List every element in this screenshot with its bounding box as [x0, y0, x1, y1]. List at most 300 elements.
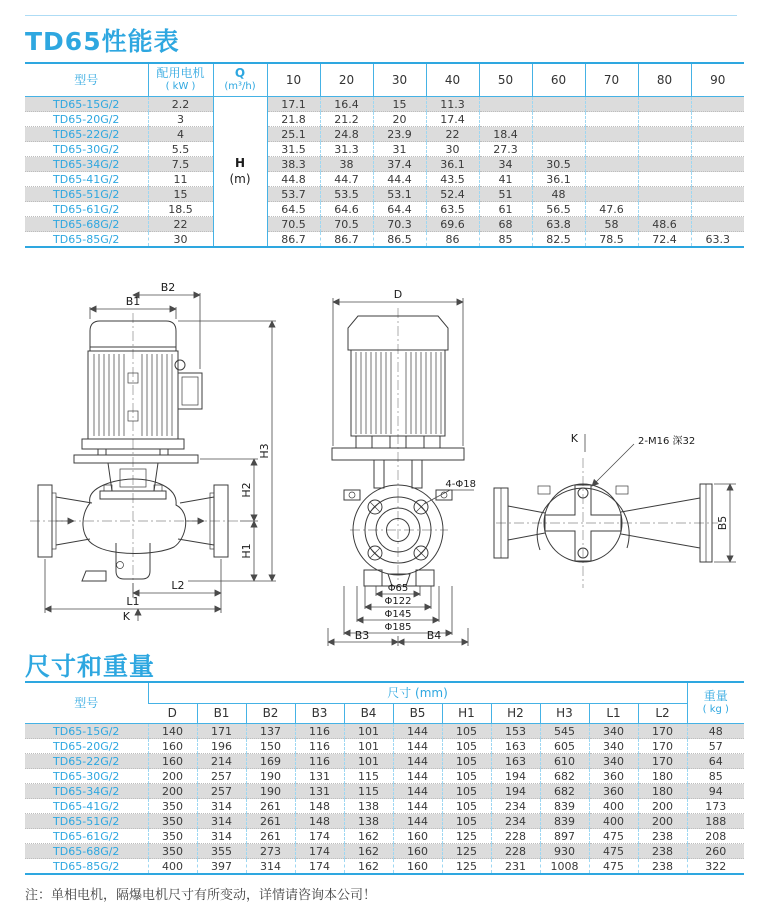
dimension-value-cell: 400: [589, 799, 638, 814]
model-column-header: 型号: [25, 63, 148, 97]
flow-rate-header: 60: [532, 63, 585, 97]
dimension-value-cell: 115: [344, 784, 393, 799]
dimension-value-cell: 238: [638, 859, 687, 875]
dimension-value-cell: 101: [344, 754, 393, 769]
head-value-cell: 53.7: [267, 187, 320, 202]
model-cell: TD65-85G/2: [25, 859, 148, 875]
head-value-cell: [532, 112, 585, 127]
head-value-cell: 86.7: [320, 232, 373, 248]
dimension-value-cell: 170: [638, 739, 687, 754]
head-value-cell: [691, 172, 744, 187]
dimension-value-cell: 125: [442, 859, 491, 875]
performance-row: [25, 202, 744, 217]
dimension-value-cell: 200: [148, 784, 197, 799]
head-value-cell: [638, 142, 691, 157]
dimension-value-cell: 174: [295, 859, 344, 875]
head-value-cell: [638, 112, 691, 127]
dimension-value-cell: 105: [442, 769, 491, 784]
dimension-value-cell: 162: [344, 859, 393, 875]
dimension-value-cell: 125: [442, 829, 491, 844]
head-value-cell: 70.3: [373, 217, 426, 232]
bolt-holes-callout: 4-Φ18: [445, 479, 476, 490]
weight-column-header: 重量 ( kg ): [687, 682, 744, 724]
dimension-value-cell: 140: [148, 724, 197, 739]
head-value-cell: 48: [532, 187, 585, 202]
dimension-value-cell: 200: [638, 814, 687, 829]
motor-power-cell: 22: [148, 217, 213, 232]
head-value-cell: 25.1: [267, 127, 320, 142]
dimension-value-cell: 234: [491, 814, 540, 829]
dimension-value-cell: 194: [491, 784, 540, 799]
dimension-value-cell: 105: [442, 739, 491, 754]
dimension-value-cell: 231: [491, 859, 540, 875]
dim-label-l2: L2: [171, 579, 185, 592]
head-value-cell: [585, 142, 638, 157]
head-value-cell: 51: [479, 187, 532, 202]
performance-row: [25, 232, 744, 248]
dimension-value-cell: 360: [589, 784, 638, 799]
flow-q-column-header: Q (m³/h): [213, 63, 267, 97]
dimension-value-cell: 340: [589, 724, 638, 739]
dimensions-row: [25, 844, 744, 859]
head-value-cell: [691, 217, 744, 232]
dimension-value-cell: 144: [393, 799, 442, 814]
head-value-cell: 58: [585, 217, 638, 232]
performance-section-title: TD65性能表: [25, 27, 180, 56]
performance-row: [25, 127, 744, 142]
head-value-cell: 15: [373, 97, 426, 112]
head-value-cell: 30.5: [532, 157, 585, 172]
dimension-value-cell: 475: [589, 859, 638, 875]
dimension-value-cell: 314: [197, 799, 246, 814]
model-cell: TD65-41G/2: [25, 172, 148, 187]
weight-cell: 208: [687, 829, 744, 844]
model-cell: TD65-15G/2: [25, 724, 148, 739]
dim-label-h2: H2: [240, 482, 253, 498]
head-value-cell: 72.4: [638, 232, 691, 248]
dimension-value-cell: 196: [197, 739, 246, 754]
dim-label-k: K: [122, 610, 130, 621]
head-value-cell: 23.9: [373, 127, 426, 142]
flow-rate-header: 70: [585, 63, 638, 97]
dimensions-row: [25, 829, 744, 844]
model-cell: TD65-34G/2: [25, 157, 148, 172]
weight-cell: 188: [687, 814, 744, 829]
dimension-value-cell: 340: [589, 739, 638, 754]
dimension-value-cell: 839: [540, 799, 589, 814]
head-value-cell: [585, 157, 638, 172]
head-value-cell: [691, 157, 744, 172]
dimension-value-cell: 350: [148, 814, 197, 829]
dimension-value-cell: 180: [638, 769, 687, 784]
dim-label-l1: L1: [126, 595, 140, 608]
dimension-value-cell: 169: [246, 754, 295, 769]
dimensions-row: [25, 814, 744, 829]
head-value-cell: 38.3: [267, 157, 320, 172]
head-value-cell: 44.7: [320, 172, 373, 187]
top-centerlines: [496, 458, 718, 588]
dimension-value-cell: 261: [246, 799, 295, 814]
motor-power-cell: 4: [148, 127, 213, 142]
head-value-cell: 20: [373, 112, 426, 127]
motor-power-cell: 5.5: [148, 142, 213, 157]
head-value-cell: 18.4: [479, 127, 532, 142]
dimension-value-cell: 138: [344, 814, 393, 829]
head-value-cell: [638, 202, 691, 217]
front-motor: [82, 321, 202, 455]
dimension-value-cell: 105: [442, 784, 491, 799]
dimension-value-cell: 682: [540, 769, 589, 784]
dimensions-header-row-1: [25, 682, 744, 704]
performance-row: [25, 112, 744, 127]
performance-row: [25, 217, 744, 232]
model-cell: TD65-41G/2: [25, 799, 148, 814]
dimension-value-cell: 400: [148, 859, 197, 875]
weight-cell: 48: [687, 724, 744, 739]
model-cell: TD65-68G/2: [25, 844, 148, 859]
head-value-cell: 47.6: [585, 202, 638, 217]
performance-row: [25, 172, 744, 187]
head-value-cell: [479, 97, 532, 112]
dimension-value-cell: 144: [393, 769, 442, 784]
dimension-value-cell: 200: [638, 799, 687, 814]
head-value-cell: 86.7: [267, 232, 320, 248]
performance-table: [25, 62, 744, 248]
dimension-value-cell: 214: [197, 754, 246, 769]
dimension-value-cell: 153: [491, 724, 540, 739]
dimension-value-cell: 162: [344, 844, 393, 859]
weight-cell: 260: [687, 844, 744, 859]
dimension-value-cell: 194: [491, 769, 540, 784]
head-value-cell: 52.4: [426, 187, 479, 202]
dimension-value-cell: 144: [393, 754, 442, 769]
performance-row: [25, 142, 744, 157]
dimension-value-cell: 350: [148, 844, 197, 859]
head-value-cell: [691, 142, 744, 157]
head-value-cell: [638, 97, 691, 112]
dimension-value-cell: 261: [246, 814, 295, 829]
dimension-value-cell: 238: [638, 829, 687, 844]
size-column-header: B4: [344, 704, 393, 724]
weight-cell: 322: [687, 859, 744, 875]
flow-rate-header: 50: [479, 63, 532, 97]
head-value-cell: [691, 112, 744, 127]
dimension-value-cell: 350: [148, 829, 197, 844]
head-value-cell: [585, 97, 638, 112]
head-value-cell: 38: [320, 157, 373, 172]
size-column-header: H2: [491, 704, 540, 724]
motor-power-cell: 11: [148, 172, 213, 187]
dimension-value-cell: 160: [393, 829, 442, 844]
head-value-cell: 21.2: [320, 112, 373, 127]
dimension-value-cell: 839: [540, 814, 589, 829]
dim-label-b5: B5: [716, 515, 729, 531]
head-value-cell: [585, 127, 638, 142]
head-value-cell: 17.1: [267, 97, 320, 112]
dimension-value-cell: 105: [442, 799, 491, 814]
flow-rate-header: 10: [267, 63, 320, 97]
head-value-cell: 63.3: [691, 232, 744, 248]
model-cell: TD65-22G/2: [25, 754, 148, 769]
head-value-cell: [691, 202, 744, 217]
dimension-value-cell: 144: [393, 784, 442, 799]
motor-power-cell: 18.5: [148, 202, 213, 217]
head-value-cell: [638, 127, 691, 142]
head-value-cell: 86: [426, 232, 479, 248]
footnote: 注：单相电机，隔爆电机尺寸有所变动，详情请咨询本公司！: [25, 888, 377, 903]
motor-power-cell: 2.2: [148, 97, 213, 112]
dimension-value-cell: 125: [442, 844, 491, 859]
head-value-cell: 41: [479, 172, 532, 187]
dimension-value-cell: 105: [442, 724, 491, 739]
dimension-value-cell: 137: [246, 724, 295, 739]
dimension-value-cell: 545: [540, 724, 589, 739]
dimension-value-cell: 340: [589, 754, 638, 769]
head-value-cell: 70.5: [320, 217, 373, 232]
head-value-cell: 48.6: [638, 217, 691, 232]
head-value-cell: [585, 172, 638, 187]
head-value-cell: 61: [479, 202, 532, 217]
size-column-header: B2: [246, 704, 295, 724]
dimension-value-cell: 228: [491, 829, 540, 844]
dim-label-h3: H3: [258, 443, 271, 459]
head-value-cell: 53.5: [320, 187, 373, 202]
model-cell: TD65-20G/2: [25, 112, 148, 127]
dimension-value-cell: 105: [442, 754, 491, 769]
dimension-value-cell: 610: [540, 754, 589, 769]
head-value-cell: 16.4: [320, 97, 373, 112]
dimension-value-cell: 116: [295, 754, 344, 769]
dimension-value-cell: 101: [344, 724, 393, 739]
dim-label-b3: B3: [354, 629, 370, 642]
dim-label-h1: H1: [240, 543, 253, 559]
head-value-cell: 85: [479, 232, 532, 248]
head-value-cell: 43.5: [426, 172, 479, 187]
dimensions-row: [25, 859, 744, 875]
size-column-header: B5: [393, 704, 442, 724]
weight-cell: 57: [687, 739, 744, 754]
head-value-cell: [532, 142, 585, 157]
dimension-value-cell: 101: [344, 739, 393, 754]
head-value-cell: 69.6: [426, 217, 479, 232]
dimension-value-cell: 605: [540, 739, 589, 754]
performance-row: [25, 97, 744, 112]
motor-power-cell: 7.5: [148, 157, 213, 172]
model-cell: TD65-51G/2: [25, 187, 148, 202]
head-value-cell: 44.8: [267, 172, 320, 187]
dimensions-table: [25, 681, 744, 875]
size-column-header: L2: [638, 704, 687, 724]
head-value-cell: [585, 187, 638, 202]
size-column-header: H1: [442, 704, 491, 724]
head-value-cell: 64.5: [267, 202, 320, 217]
dimension-value-cell: 150: [246, 739, 295, 754]
dimension-value-cell: 314: [197, 829, 246, 844]
motor-power-column-header: 配用电机 ( kW ): [148, 63, 213, 97]
dimensions-row: [25, 739, 744, 754]
head-value-cell: 21.8: [267, 112, 320, 127]
flow-rate-header: 30: [373, 63, 426, 97]
dimension-value-cell: 475: [589, 829, 638, 844]
flow-rate-header: 40: [426, 63, 479, 97]
head-value-cell: 31: [373, 142, 426, 157]
size-column-header: D: [148, 704, 197, 724]
head-value-cell: 68: [479, 217, 532, 232]
motor-power-cell: 30: [148, 232, 213, 248]
head-value-cell: [638, 157, 691, 172]
dim-label-k-top: K: [570, 432, 578, 445]
weight-cell: 173: [687, 799, 744, 814]
head-value-cell: 56.5: [532, 202, 585, 217]
dimension-value-cell: 144: [393, 724, 442, 739]
model-cell: TD65-61G/2: [25, 202, 148, 217]
dimension-value-cell: 170: [638, 724, 687, 739]
head-value-cell: 70.5: [267, 217, 320, 232]
model-cell: TD65-30G/2: [25, 142, 148, 157]
model-cell: TD65-15G/2: [25, 97, 148, 112]
weight-cell: 64: [687, 754, 744, 769]
model-cell: TD65-68G/2: [25, 217, 148, 232]
dimension-value-cell: 234: [491, 799, 540, 814]
dimensions-row: [25, 724, 744, 739]
drawing-front-view: [28, 281, 283, 621]
dimension-value-cell: 116: [295, 724, 344, 739]
model-cell: TD65-30G/2: [25, 769, 148, 784]
motor-power-cell: 15: [148, 187, 213, 202]
performance-table-body: [25, 97, 744, 248]
dimension-value-cell: 163: [491, 754, 540, 769]
dimension-value-cell: 257: [197, 769, 246, 784]
tapped-holes-callout: 2-M16 深32: [638, 436, 696, 447]
dimension-value-cell: 160: [393, 859, 442, 875]
performance-row: [25, 187, 744, 202]
top-dimensions: [571, 432, 736, 562]
dimension-value-cell: 144: [393, 814, 442, 829]
model-column-header: 型号: [25, 682, 148, 724]
dimension-value-cell: 682: [540, 784, 589, 799]
dimension-value-cell: 105: [442, 814, 491, 829]
dimension-value-cell: 190: [246, 784, 295, 799]
head-value-cell: 36.1: [426, 157, 479, 172]
dimension-value-cell: 160: [148, 754, 197, 769]
head-value-cell: 27.3: [479, 142, 532, 157]
head-value-cell: 64.4: [373, 202, 426, 217]
dimension-value-cell: 475: [589, 844, 638, 859]
dimension-value-cell: 897: [540, 829, 589, 844]
size-column-header: B3: [295, 704, 344, 724]
head-value-cell: 34: [479, 157, 532, 172]
drawing-top-view: [486, 428, 746, 596]
head-value-cell: 37.4: [373, 157, 426, 172]
head-value-cell: 24.8: [320, 127, 373, 142]
motor-power-cell: 3: [148, 112, 213, 127]
dimensions-row: [25, 769, 744, 784]
dimension-value-cell: 160: [148, 739, 197, 754]
head-value-cell: [585, 112, 638, 127]
model-cell: TD65-85G/2: [25, 232, 148, 248]
side-dimensions: [328, 288, 476, 646]
head-value-cell: 78.5: [585, 232, 638, 248]
dimensions-row: [25, 784, 744, 799]
dimension-value-cell: 162: [344, 829, 393, 844]
dimension-value-cell: 257: [197, 784, 246, 799]
size-column-header: L1: [589, 704, 638, 724]
dim-label-b2: B2: [160, 281, 176, 294]
dimension-value-cell: 360: [589, 769, 638, 784]
head-value-cell: [691, 187, 744, 202]
head-value-cell: 86.5: [373, 232, 426, 248]
dim-label-dia185: Φ185: [384, 622, 412, 633]
dimension-value-cell: 171: [197, 724, 246, 739]
dimension-value-cell: 115: [344, 769, 393, 784]
dimension-value-cell: 131: [295, 784, 344, 799]
front-centerlines: [30, 313, 240, 599]
flow-rate-header: 80: [638, 63, 691, 97]
dimensions-section-title: 尺寸和重量: [25, 652, 156, 681]
weight-cell: 85: [687, 769, 744, 784]
head-value-cell: 63.8: [532, 217, 585, 232]
head-value-cell: [691, 127, 744, 142]
head-value-cell: [532, 127, 585, 142]
dimension-value-cell: 174: [295, 844, 344, 859]
head-unit-cell: H (m): [213, 97, 267, 248]
dimension-value-cell: 180: [638, 784, 687, 799]
dimension-value-cell: 144: [393, 739, 442, 754]
dimension-value-cell: 314: [246, 859, 295, 875]
model-cell: TD65-22G/2: [25, 127, 148, 142]
model-cell: TD65-34G/2: [25, 784, 148, 799]
drawing-side-view: [318, 288, 480, 648]
head-value-cell: [638, 187, 691, 202]
performance-header-row: [25, 63, 744, 97]
flow-rate-header: 90: [691, 63, 744, 97]
dimensions-table-body: [25, 724, 744, 875]
dimension-value-cell: 160: [393, 844, 442, 859]
dimension-value-cell: 1008: [540, 859, 589, 875]
head-value-cell: 11.3: [426, 97, 479, 112]
dimension-value-cell: 163: [491, 739, 540, 754]
head-value-cell: [638, 172, 691, 187]
dimension-value-cell: 170: [638, 754, 687, 769]
top-rule: [25, 15, 737, 16]
dimension-value-cell: 314: [197, 814, 246, 829]
dimensions-row: [25, 799, 744, 814]
size-column-header: H3: [540, 704, 589, 724]
dimension-value-cell: 148: [295, 799, 344, 814]
head-value-cell: [532, 97, 585, 112]
head-value-cell: 31.5: [267, 142, 320, 157]
dim-label-dia65: Φ65: [387, 583, 409, 594]
dim-label-dia122: Φ122: [384, 596, 412, 607]
dimension-value-cell: 261: [246, 829, 295, 844]
dimension-value-cell: 116: [295, 739, 344, 754]
dimension-value-cell: 228: [491, 844, 540, 859]
dimension-value-cell: 138: [344, 799, 393, 814]
head-value-cell: 44.4: [373, 172, 426, 187]
dimension-value-cell: 148: [295, 814, 344, 829]
head-value-cell: 31.3: [320, 142, 373, 157]
model-cell: TD65-20G/2: [25, 739, 148, 754]
performance-row: [25, 157, 744, 172]
dimensions-row: [25, 754, 744, 769]
dimension-value-cell: 190: [246, 769, 295, 784]
head-value-cell: [691, 97, 744, 112]
dimension-value-cell: 200: [148, 769, 197, 784]
model-cell: TD65-51G/2: [25, 814, 148, 829]
dimension-value-cell: 131: [295, 769, 344, 784]
dimension-value-cell: 350: [148, 799, 197, 814]
head-value-cell: 63.5: [426, 202, 479, 217]
